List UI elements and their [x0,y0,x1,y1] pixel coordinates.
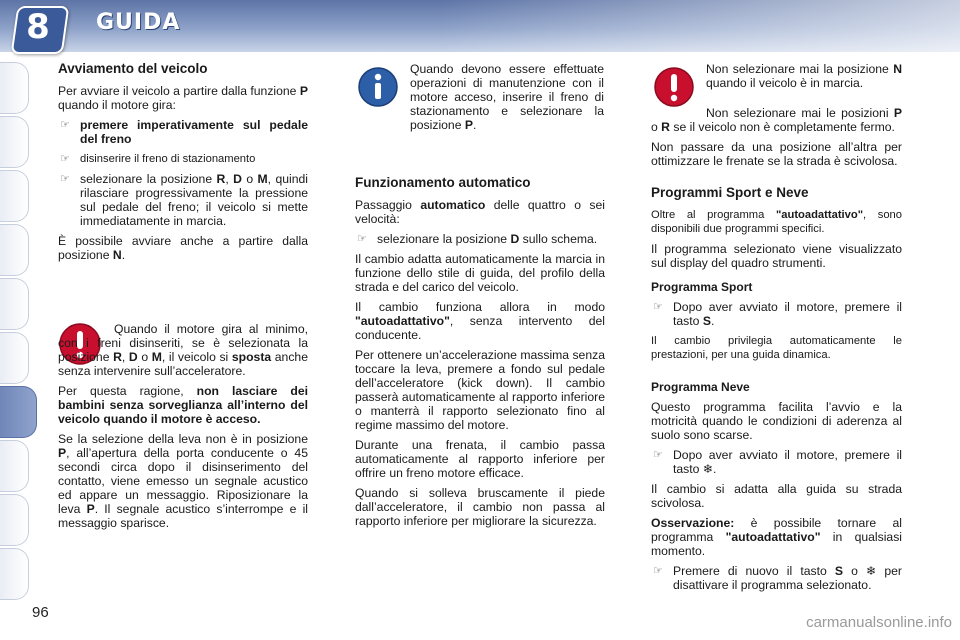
side-tab-8[interactable] [0,440,29,492]
pointing-hand-icon: ☞ [653,301,663,313]
snowflake-icon: ❄ [702,462,714,476]
text: per disattivare il programma selezionato. [673,564,902,592]
gear-r: R [113,350,122,364]
text: Premere di nuovo il tasto [673,564,835,578]
gear-r: R [216,172,226,186]
column-2 [355,176,605,534]
warning-text [58,322,308,378]
text: . [473,118,477,132]
text: , quindi rilasciare progressivamente la pressione sul pedale del freno; il veicolo si mette immediatamente in marcia. [80,172,308,228]
list-item [58,172,308,228]
bold-text: "autoadattativo" [775,209,864,221]
paragraph: Quando si solleva bruscamente il piede dall’acceleratore, il cambio non passa al rapporto inferiore per migliorare la sicurezza. [355,486,605,528]
text: , [121,350,129,364]
paragraph: Il cambio privilegia automaticamente le prestazioni, per una guida dinamica. [651,335,902,361]
bold-text: "autoadattativo" [355,314,450,328]
gear-p: P [464,118,474,132]
list-item [651,564,902,592]
paragraph: Il programma selezionato viene visualizzato sul display del quadro strumenti. [651,242,902,270]
pointing-hand-icon: ☞ [60,173,70,185]
bold-text: "autoadattativo" [725,530,821,544]
text: . [713,462,717,476]
paragraph [651,516,902,558]
watermark: carmanualsonline.info [806,614,952,631]
side-tab-6[interactable] [0,332,29,384]
gear-p: P [86,502,95,516]
text: è possibile tornare al programma [651,516,902,544]
text: quando il veicolo è in marcia. [706,76,864,90]
text: anche senza intervenire sull’acceleratore. [58,350,308,378]
warning-block-1 [58,322,308,536]
text: , il veicolo si [161,350,232,364]
column-1 [58,62,308,268]
warning-text [58,432,308,530]
text: sullo schema. [519,232,598,246]
gear-m: M [151,350,162,364]
warning-block-2 [706,62,902,96]
paragraph [651,208,902,236]
gear-p: P [893,106,902,120]
pointing-hand-icon: ☞ [653,449,663,461]
text: Passaggio [355,198,421,212]
text: Il cambio funziona allora in modo [355,300,605,314]
section-heading-avviamento: Avviamento del veicolo [58,61,208,76]
exclamation-icon [653,66,695,108]
paragraph [355,198,605,226]
gear-d: D [233,172,242,186]
text: o [651,120,662,134]
header-fade [440,0,960,52]
text: Se la selezione della leva non è in posizione [58,432,308,446]
text: . Il segnale acustico s’interrompe e il messaggio sparisce. [58,502,308,530]
paragraph: Questo programma facilita l’avvio e la motricità quando le condizioni di aderenza al suolo sono scarse. [651,400,902,442]
list-item [651,448,902,476]
snowflake-icon: ❄ [866,564,877,578]
bold-text: sposta [231,350,272,364]
gear-d: D [510,232,520,246]
paragraph [58,234,308,262]
bold-text: premere imperativamente sul pedale del freno [80,118,308,146]
gear-r: R [661,120,670,134]
gear-p: P [58,446,67,460]
pointing-hand-icon: ☞ [60,153,70,165]
side-tab-active[interactable] [0,386,37,438]
paragraph: Per ottenere un’accelerazione massima senza toccare la leva, premere a fondo sul pedale dell’acceleratore (kick down). Il cambio passerà automaticamente al rapporto inferiore o manterrà il rapporto selezionato fino al regime massimo del motore. [355,348,605,432]
warning-text [58,384,308,426]
side-tab-10[interactable] [0,548,29,600]
text: Dopo aver avviato il motore, premere il tasto [673,300,902,328]
bold-text: non lasciare dei bambini senza sorveglianza all’interno del veicolo quando il motore è acceso. [58,384,308,426]
list-item [651,300,902,328]
warning-text [651,106,902,134]
info-block [410,62,604,138]
text: , all’apertura della porta conducente o 45 secondi circa dopo il disinserimento del contatto, viene emesso un segnale acustico ed appare un messaggio. Riposizionare la leva [58,446,308,516]
text: Quando devono essere effettuate operazioni di manutenzione con il motore acceso, inserire il freno di stazionamento e selezionare la posizione [410,62,604,132]
text: delle quattro o sei velocità: [355,198,605,226]
text: se il veicolo non è completamente fermo. [669,120,895,134]
section-heading-funzionamento: Funzionamento automatico [355,175,531,190]
text: È possibile avviare anche a partire dalla posizione [58,234,308,262]
subheading-neve: Programma Neve [651,380,750,394]
list-item [58,118,308,146]
paragraph [58,84,308,112]
section-heading-programmi: Programmi Sport e Neve [651,185,809,200]
side-tab-1[interactable] [0,62,29,114]
pointing-hand-icon: ☞ [357,233,367,245]
gear-m: M [257,172,268,186]
text: Per questa ragione, [58,384,197,398]
text: , senza intervento del conducente. [355,314,605,342]
side-tab-2[interactable] [0,116,29,168]
gear-p: P [299,84,308,98]
text: Non selezionare mai le posizioni [706,106,894,120]
key-s: S [702,314,711,328]
text: Per avviare il veicolo a partire dalla funzione [58,84,300,98]
column-3 [651,106,902,598]
pointing-hand-icon: ☞ [653,565,663,577]
text: . [710,314,715,328]
text: Non selezionare mai la posizione [706,62,894,76]
text: Dopo aver avviato il motore, premere il tasto [673,448,902,476]
text: Oltre al programma [651,209,776,221]
bold-text: Osservazione: [651,516,735,530]
text: o [137,350,152,364]
info-text [410,62,604,132]
text: disinserire il freno di stazionamento [80,153,256,165]
paragraph [355,300,605,342]
text: o [241,172,258,186]
warning-text: Non passare da una posizione all’altra per ottimizzare le frenate se la strada è scivolosa. [651,140,902,168]
text: selezionare la posizione [80,172,217,186]
info-icon [357,66,399,108]
chapter-title: GUIDA [96,10,181,35]
gear-n: N [112,248,122,262]
side-tab-4[interactable] [0,224,29,276]
warning-text [706,62,902,90]
bold-text: automatico [420,198,486,212]
text: quando il motore gira: [58,98,176,112]
text: . [121,248,126,262]
list-item [58,152,308,166]
gear-n: N [893,62,902,76]
page-number: 96 [32,604,49,621]
list-item [355,232,605,246]
gear-d: D [128,350,138,364]
text: , sono disponibili due programmi specifici. [651,209,902,235]
subheading-sport: Programma Sport [651,280,753,294]
paragraph: Il cambio adatta automaticamente la marcia in funzione dello stile di guida, del profilo della strada e del carico del veicolo. [355,252,605,294]
side-tab-3[interactable] [0,170,29,222]
text: o [843,564,867,578]
text: in qualsiasi momento. [651,530,902,558]
pointing-hand-icon: ☞ [60,119,70,131]
side-tab-5[interactable] [0,278,29,330]
side-tab-9[interactable] [0,494,29,546]
paragraph: Durante una frenata, il cambio passa automaticamente al rapporto inferiore per offrire un freno motore efficace. [355,438,605,480]
key-s: S [834,564,843,578]
text: selezionare la posizione [377,232,511,246]
paragraph: Il cambio si adatta alla guida su strada scivolosa. [651,482,902,510]
chapter-number: 8 [26,7,50,47]
text: , [225,172,234,186]
text: Quando il motore gira al minimo, con i freni disinseriti, se è selezionata la posizione [58,322,308,364]
